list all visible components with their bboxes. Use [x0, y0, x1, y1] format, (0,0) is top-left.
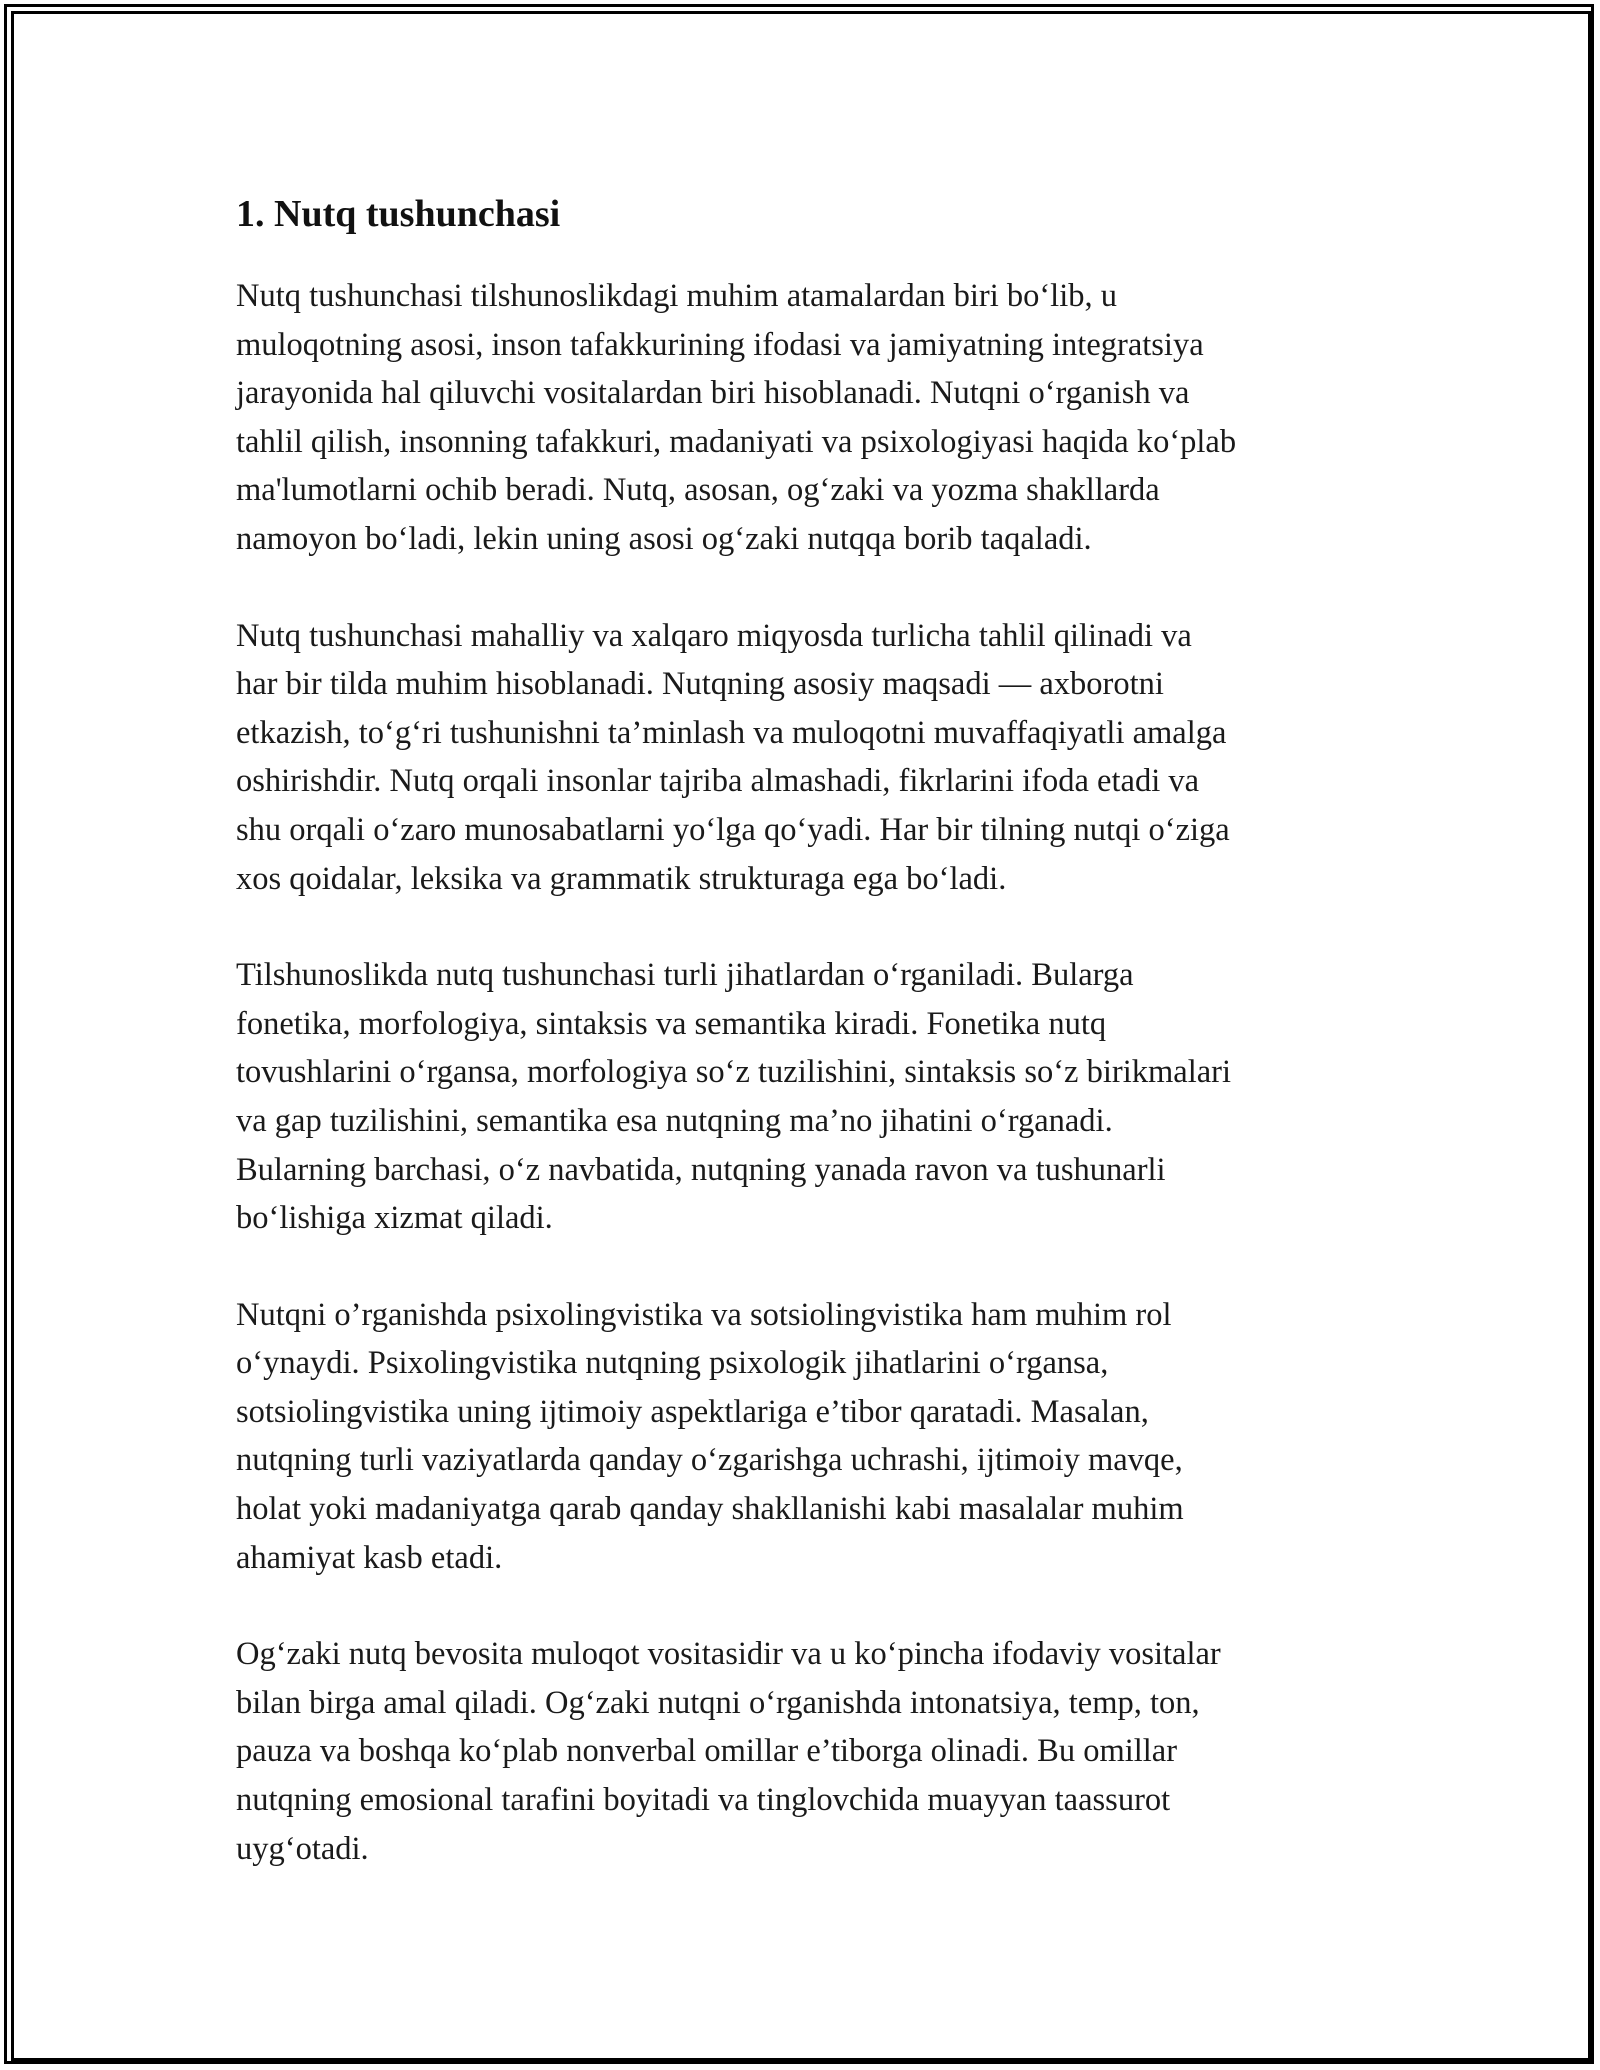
paragraph-line: tahlil qilish, insonning tafakkuri, madaniyati va psixologiyasi haqida koʻplab	[236, 423, 1237, 460]
paragraph-line: Ogʻzaki nutq bevosita muloqot vositasidir va u koʻpincha ifodaviy vositalar	[236, 1636, 1221, 1673]
paragraph-line: shu orqali oʻzaro munosabatlarni yoʻlga qoʻyadi. Har bir tilning nutqi oʻziga	[236, 811, 1230, 848]
paragraph-line: namoyon boʻladi, lekin uning asosi ogʻzaki nutqqa borib taqaladi.	[236, 520, 1092, 557]
paragraph-line: har bir tilda muhim hisoblanadi. Nutqning asosiy maqsadi — axborotni	[236, 666, 1164, 703]
paragraph-line: oʻynaydi. Psixolingvistika nutqning psixologik jihatlarini oʻrgansa,	[236, 1345, 1109, 1382]
paragraph-line: pauza va boshqa koʻplab nonverbal omillar e’tiborga olinadi. Bu omillar	[236, 1733, 1178, 1770]
paragraph-line: etkazish, toʻgʻri tushunishni ta’minlash va muloqotni muvaffaqiyatli amalga	[236, 714, 1227, 751]
paragraph-line: holat yoki madaniyatga qarab qanday shakllanishi kabi masalalar muhim	[236, 1491, 1184, 1528]
paragraph-3	[236, 951, 1366, 1243]
paragraph-line: sotsiolingvistika uning ijtimoiy aspektlariga e’tibor qaratadi. Masalan,	[236, 1393, 1149, 1430]
paragraph-line: Nutq tushunchasi mahalliy va xalqaro miqyosda turlicha tahlil qilinadi va	[236, 617, 1192, 654]
paragraph-line: xos qoidalar, leksika va grammatik strukturaga ega boʻladi.	[236, 860, 1007, 897]
paragraph-2	[236, 612, 1366, 904]
paragraph-line: bilan birga amal qiladi. Ogʻzaki nutqni oʻrganishda intonatsiya, temp, ton,	[236, 1684, 1200, 1721]
paragraph-list	[236, 272, 1366, 1873]
paragraph-line: nutqning turli vaziyatlarda qanday oʻzgarishga uchrashi, ijtimoiy mavqe,	[236, 1442, 1183, 1479]
paragraph-line: nutqning emosional tarafini boyitadi va tinglovchida muayyan taassurot	[236, 1782, 1171, 1819]
document-body	[236, 190, 1366, 1921]
paragraph-line: Nutq tushunchasi tilshunoslikdagi muhim atamalardan biri boʻlib, u	[236, 278, 1117, 314]
paragraph-line: oshirishdir. Nutq orqali insonlar tajriba almashadi, fikrlarini ifoda etadi va	[236, 763, 1200, 800]
paragraph-line: jarayonida hal qiluvchi vositalardan biri hisoblanadi. Nutqni oʻrganish va	[236, 375, 1190, 412]
paragraph-line: tovushlarini oʻrgansa, morfologiya soʻz tuzilishini, sintaksis soʻz birikmalari	[236, 1054, 1231, 1091]
paragraph-line: ma'lumotlarni ochib beradi. Nutq, asosan, ogʻzaki va yozma shakllarda	[236, 472, 1160, 509]
paragraph-line: uygʻotadi.	[236, 1830, 369, 1867]
paragraph-line: muloqotning asosi, inson tafakkurining ifodasi va jamiyatning integratsiya	[236, 326, 1204, 363]
paragraph-line: boʻlishiga xizmat qiladi.	[236, 1200, 553, 1237]
paragraph-1	[236, 272, 1366, 564]
paragraph-4	[236, 1291, 1366, 1583]
paragraph-line: Bularning barchasi, oʻz navbatida, nutqning yanada ravon va tushunarli	[236, 1151, 1166, 1188]
paragraph-line: Nutqni o’rganishda psixolingvistika va sotsiolingvistika ham muhim rol	[236, 1296, 1172, 1333]
paragraph-line: Tilshunoslikda nutq tushunchasi turli jihatlardan oʻrganiladi. Bularga	[236, 957, 1134, 994]
section-heading: 1. Nutq tushunchasi	[236, 193, 561, 235]
paragraph-line: va gap tuzilishini, semantika esa nutqning ma’no jihatini oʻrganadi.	[236, 1102, 1113, 1139]
paragraph-5	[236, 1630, 1366, 1873]
paragraph-line: fonetika, morfologiya, sintaksis va semantika kiradi. Fonetika nutq	[236, 1005, 1107, 1042]
paragraph-line: ahamiyat kasb etadi.	[236, 1539, 503, 1576]
